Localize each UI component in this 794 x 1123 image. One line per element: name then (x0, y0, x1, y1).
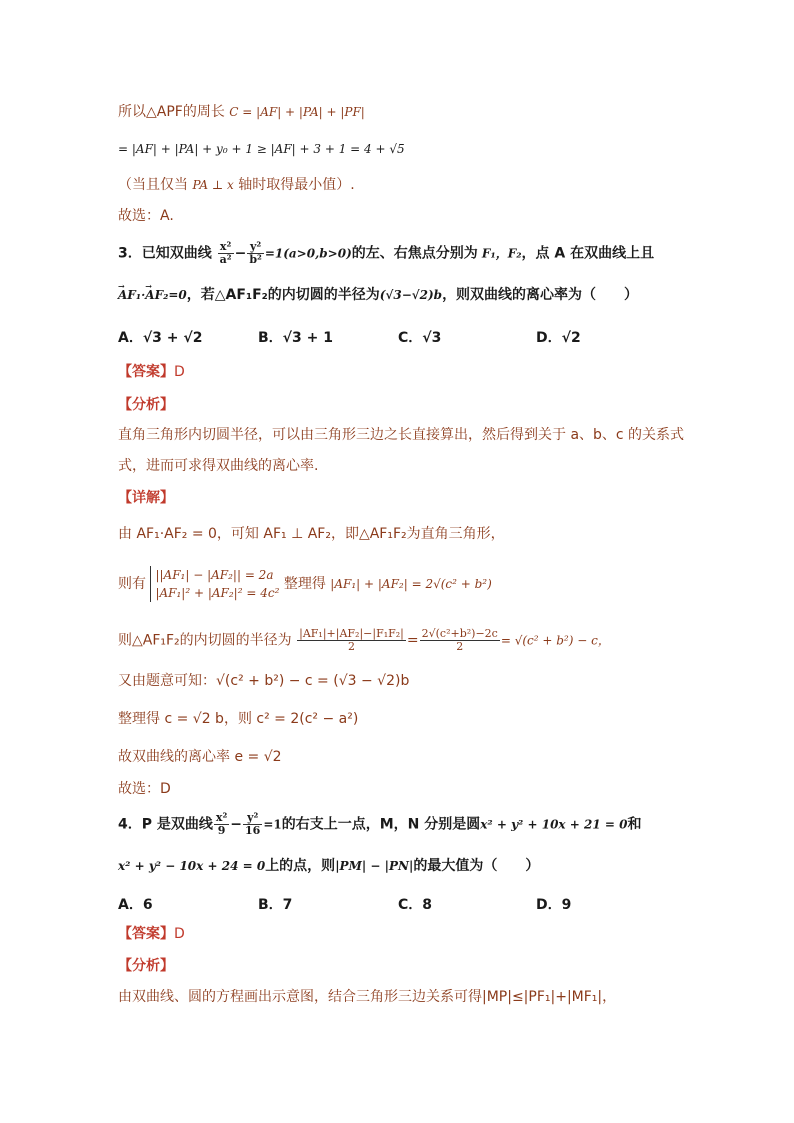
q3-detail-2: 则有 ||AF₁| − |AF₂|| = 2a |AF₁|² + |AF₂|² = 4c² 整理得 |AF₁| + |AF₂| = 2√(c² + b²) (118, 568, 492, 600)
q3-detail-label: 【详解】 (118, 490, 174, 506)
q3-answer: 【答案】D (118, 364, 185, 380)
q4-stem-line-2: x² + y² − 10x + 24 = 0上的点，则|PM| − |PN|的最大值为（ ） (118, 858, 540, 874)
q4-analysis-label: 【分析】 (118, 958, 174, 974)
q4-option-b[interactable]: B．7 (258, 897, 293, 913)
q4-frac-y: $\frac{\text{y²}}{16}$ (245, 811, 261, 837)
q3-analysis-1: 直角三角形内切圆半径，可以由三角形三边之长直接算出，然后得到关于 a、b、c 的关系式 (118, 427, 685, 443)
q3-analysis-2: 式，进而可求得双曲线的离心率. (118, 458, 319, 474)
q3-detail-7: 故选：D (118, 781, 171, 797)
q3-detail-3: 则△AF₁F₂的内切圆的半径为 $\frac{\text{|AF₁|+|AF₂|−|F₁F₂|}}{2}$ = $\frac{\text{2√(c²+b²)−2c}}{2}$ = √(c² + b²) − c， (118, 627, 610, 653)
q3-equation-system: ||AF₁| − |AF₂|| = 2a |AF₁|² + |AF₂|² = 4c² (150, 566, 279, 602)
q4-option-d[interactable]: D．9 (536, 897, 572, 913)
q3-detail-4: 又由题意可知：√(c² + b²) − c = (√3 − √2)b (118, 673, 410, 689)
q3-frac-x: $\frac{\text{x²}}{\text{a²}}$ (219, 240, 232, 266)
prev-line-3: （当且仅当 PA ⊥ x 轴时取得最小值）. (118, 177, 355, 193)
q3-detail-6: 故双曲线的离心率 e = √2 (118, 749, 282, 765)
q3-detail-1: 由 AF₁·AF₂ = 0，可知 AF₁ ⊥ AF₂，即△AF₁F₂为直角三角形， (118, 526, 505, 542)
q3-option-a[interactable]: A．√3 + √2 (118, 330, 203, 346)
q3-option-d[interactable]: D．√2 (536, 330, 581, 346)
prev-line-2: = |AF| + |PA| + y₀ + 1 ≥ |AF| + 3 + 1 = 4 + √5 (118, 142, 405, 156)
q4-option-c[interactable]: C．8 (398, 897, 433, 913)
q3-frac-y: $\frac{\text{y²}}{\text{b²}}$ (249, 240, 262, 266)
q3-radius-frac-1: $\frac{\text{|AF₁|+|AF₂|−|F₁F₂|}}{2}$ (299, 627, 404, 653)
q3-stem-line-2: → AF₁·→ AF₂=0，若△AF₁F₂的内切圆的半径为(√3−√2)b，则双曲线的离心率为（ ） (118, 286, 638, 304)
q3-option-c[interactable]: C．√3 (398, 330, 442, 346)
prev-line-1: 所以△APF的周长 C = |AF| + |PA| + |PF| (118, 104, 365, 120)
q3-analysis-label: 【分析】 (118, 397, 174, 413)
q4-frac-x: $\frac{\text{x²}}{9}$ (215, 811, 228, 837)
q4-analysis-1: 由双曲线、圆的方程画出示意图，结合三角形三边关系可得|MP|≤|PF₁|+|MF₁|， (118, 989, 617, 1005)
q3-stem-line-1: 3．已知双曲线 $\frac{\text{x²}}{\text{a²}}$ − $\frac{\text{y²}}{\text{b²}}$ =1(a>0,b>0)的左、右焦点分别为 F₁，F₂，点 A 在双曲线上且 (118, 240, 655, 266)
q3-detail-5: 整理得 c = √2 b，则 c² = 2(c² − a²) (118, 711, 359, 727)
q4-answer: 【答案】D (118, 926, 185, 942)
q3-option-b[interactable]: B．√3 + 1 (258, 330, 333, 346)
q4-option-a[interactable]: A．6 (118, 897, 153, 913)
prev-choice: 故选：A. (118, 208, 174, 224)
q4-stem-line-1: 4．P 是双曲线 $\frac{\text{x²}}{9}$ − $\frac{\text{y²}}{16}$ =1的右支上一点，M，N 分别是圆x² + y² + 10x + 21 = 0和 (118, 811, 642, 837)
q3-radius-frac-2: $\frac{\text{2√(c²+b²)−2c}}{2}$ (421, 627, 498, 653)
